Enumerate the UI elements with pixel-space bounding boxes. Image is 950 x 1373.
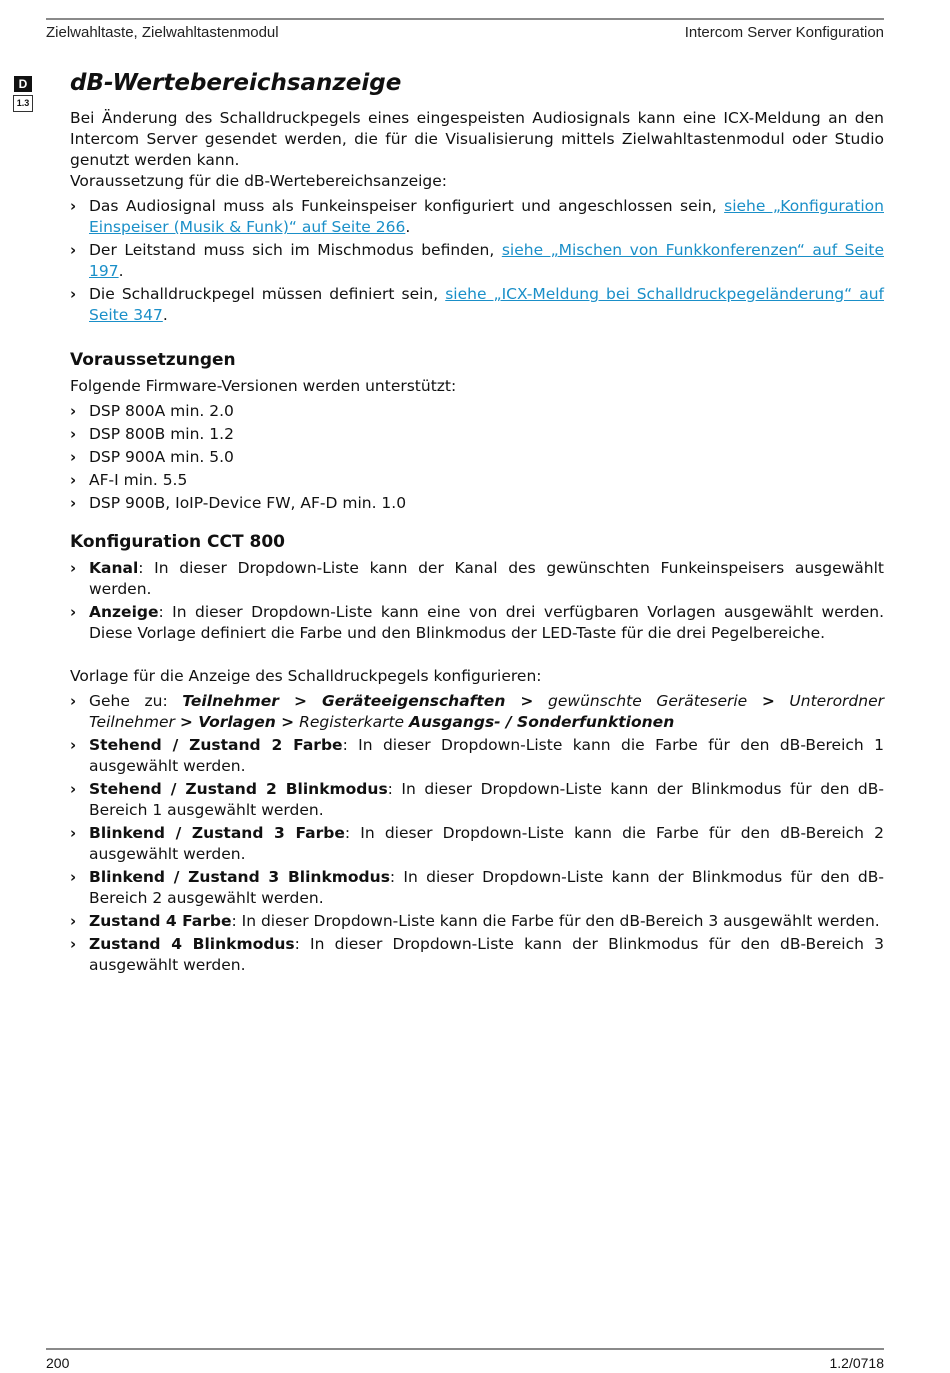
prereq-list — [70, 196, 884, 326]
chevron-right-icon: › — [70, 780, 77, 798]
list-item: › Zustand 4 Farbe: In dieser Dropdown-Liste kann die Farbe für den dB-Bereich 3 ausgewählt werden. — [70, 912, 880, 930]
page-title: dB-Wertebereichsanzeige — [70, 70, 402, 96]
list-item: › AF-I min. 5.5 — [70, 471, 188, 489]
section-heading-requirements: Voraussetzungen — [70, 350, 236, 370]
chevron-right-icon: › — [70, 692, 77, 710]
section-heading-configuration: Konfiguration CCT 800 — [70, 532, 285, 552]
list-item: › Blinkend / Zustand 3 Blinkmodus: In dieser Dropdown-Liste kann der Blinkmodus für den dB-Bereich 2 ausgewählt werden. — [70, 868, 884, 907]
chevron-right-icon: › — [70, 603, 77, 621]
list-item: › Anzeige: In dieser Dropdown-Liste kann eine von drei verfügbaren Vorlagen ausgewählt werden. Diese Vorlage definiert die Farbe und den Blinkmodus der LED-Taste für die drei Pegelbereiche. — [70, 603, 884, 642]
list-item: › Zustand 4 Blinkmodus: In dieser Dropdown-Liste kann der Blinkmodus für den dB-Bereich 3 ausgewählt werden. — [70, 935, 885, 974]
page-number: 200 — [46, 1355, 70, 1371]
chevron-right-icon: › — [70, 285, 77, 303]
chevron-right-icon: › — [70, 448, 77, 466]
list-item: › Stehend / Zustand 2 Blinkmodus: In dieser Dropdown-Liste kann der Blinkmodus für den dB-Bereich 1 ausgewählt werden. — [70, 780, 884, 819]
settings-list — [70, 691, 884, 976]
chevron-right-icon: › — [70, 471, 77, 489]
version-badge: 1.3 — [13, 95, 33, 112]
cross-reference-link[interactable]: siehe „Konfiguration Einspeiser (Musik & Funk)“ auf Seite 266 — [89, 197, 884, 236]
document-version: 1.2/0718 — [829, 1355, 884, 1371]
list-item: › DSP 900B, IoIP-Device FW, AF-D min. 1.0 — [70, 494, 407, 512]
chevron-right-icon: › — [70, 494, 77, 512]
list-item: › DSP 800A min. 2.0 — [70, 402, 234, 420]
cross-reference-link[interactable]: siehe „ICX-Meldung bei Schalldruckpegeländerung“ auf Seite 347 — [89, 285, 884, 324]
config-lead: Vorlage für die Anzeige des Schalldruckpegels konfigurieren: — [70, 667, 542, 685]
list-item: › Der Leitstand muss sich im Mischmodus befinden, siehe „Mischen von Funkkonferenzen“ auf Seite 197. — [70, 241, 884, 280]
chevron-right-icon: › — [70, 868, 77, 886]
firmware-list — [70, 401, 884, 514]
list-item: › Das Audiosignal muss als Funkeinspeiser konfiguriert und angeschlossen sein, siehe „Konfiguration Einspeiser (Musik & Funk)“ auf Seite 266. — [70, 197, 884, 236]
page-content — [70, 66, 884, 978]
chevron-right-icon: › — [70, 559, 77, 577]
header-section: Intercom Server Konfiguration — [684, 24, 884, 41]
cross-reference-link[interactable]: siehe „Mischen von Funkkonferenzen“ auf Seite 197 — [89, 241, 884, 280]
config-list — [70, 558, 884, 644]
list-item: › Die Schalldruckpegel müssen definiert sein, siehe „ICX-Meldung bei Schalldruckpegeländerung“ auf Seite 347. — [70, 285, 884, 324]
chevron-right-icon: › — [70, 912, 77, 930]
chevron-right-icon: › — [70, 402, 77, 420]
chevron-right-icon: › — [70, 736, 77, 754]
list-item: › DSP 900A min. 5.0 — [70, 448, 234, 466]
header-chapter: Zielwahltaste, Zielwahltastenmodul — [46, 24, 279, 41]
list-item: › Blinkend / Zustand 3 Farbe: In dieser Dropdown-Liste kann die Farbe für den dB-Bereich 2 ausgewählt werden. — [70, 824, 884, 863]
chevron-right-icon: › — [70, 197, 77, 215]
prereq-label: Voraussetzung für die dB-Wertebereichsanzeige: — [70, 172, 448, 190]
list-item: › Stehend / Zustand 2 Farbe: In dieser Dropdown-Liste kann die Farbe für den dB-Bereich 1 ausgewählt werden. — [70, 736, 885, 775]
chevron-right-icon: › — [70, 824, 77, 842]
intro-paragraph: Bei Änderung des Schalldruckpegels eines eingespeisten Audiosignals kann eine ICX-Meldung an den Intercom Server gesendet werden, die für die Visualisierung mittels Zielwahltastenmodul oder Studio genutzt werden kann. — [70, 109, 884, 169]
header-rule — [46, 18, 884, 20]
footer-rule — [46, 1348, 884, 1350]
language-badge: D — [14, 76, 32, 92]
chevron-right-icon: › — [70, 935, 77, 953]
navigation-path: › Gehe zu: Teilnehmer > Geräteeigenschaften > gewünschte Geräteserie > Unterordner Teilnehmer > Vorlagen > Registerkarte Ausgangs- / Sonderfunktionen — [70, 692, 884, 731]
chevron-right-icon: › — [70, 241, 77, 259]
list-item: › Kanal: In dieser Dropdown-Liste kann der Kanal des gewünschten Funkeinspeisers ausgewählt werden. — [70, 559, 884, 598]
chevron-right-icon: › — [70, 425, 77, 443]
list-item: › DSP 800B min. 1.2 — [70, 425, 234, 443]
section-lead: Folgende Firmware-Versionen werden unterstützt: — [70, 377, 457, 395]
